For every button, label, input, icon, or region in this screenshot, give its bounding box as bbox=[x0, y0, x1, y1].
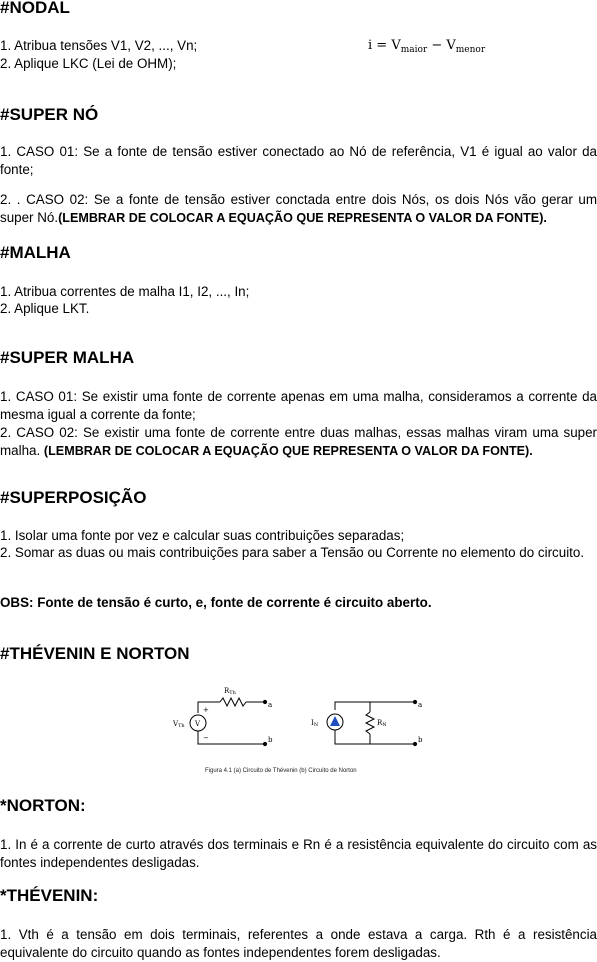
formula-lhs: i = V bbox=[368, 38, 401, 53]
heading-super-no: #SUPER NÓ bbox=[0, 105, 99, 124]
heading-nodal: #NODAL bbox=[0, 0, 70, 17]
in-sub-label: N bbox=[313, 722, 319, 728]
formula-mid: − V bbox=[427, 38, 456, 53]
terminal-a-right: a bbox=[418, 701, 423, 709]
nodal-line-2: 2. Aplique LKC (Lei de OHM); bbox=[0, 56, 177, 71]
in-label: I bbox=[311, 719, 314, 727]
svg-text:RN bbox=[377, 719, 387, 728]
norton-line-1: 1. In é a corrente de curto através dos terminais e Rn é a resistência equivalente do circuito com as fontes independentes desligadas. bbox=[0, 837, 597, 870]
heading-thevenin: *THÉVENIN: bbox=[0, 886, 99, 905]
vth-minus: − bbox=[203, 734, 209, 742]
vth-plus: + bbox=[203, 706, 209, 714]
superposicao-line-2: 2. Somar as duas ou mais contribuições para saber a Tensão ou Corrente no elemento do circuito. bbox=[0, 545, 585, 560]
super-malha-case-2-bold: (LEMBRAR DE COLOCAR A EQUAÇÃO QUE REPRESENTA O VALOR DA FONTE). bbox=[43, 444, 533, 458]
svg-text:VTh bbox=[172, 720, 185, 729]
thevenin-line-1: 1. Vth é a tensão em dois terminais, referentes a onde estava a carga. Rth é a resistência equivalente do circuito quando as fontes independentes forem desligadas. bbox=[0, 927, 597, 960]
thevenin-norton-figure bbox=[165, 680, 445, 775]
heading-malha: #MALHA bbox=[0, 243, 71, 262]
rn-sub-label: N bbox=[382, 722, 387, 728]
rn-label: R bbox=[377, 719, 383, 727]
rth-sub-label: Th bbox=[229, 690, 236, 696]
vth-sub-label: Th bbox=[178, 723, 185, 729]
heading-super-malha: #SUPER MALHA bbox=[0, 348, 135, 367]
super-malha-case-2 bbox=[0, 424, 597, 460]
heading-superposicao: #SUPERPOSIÇÃO bbox=[0, 488, 147, 507]
super-malha-case-2-text: 2. CASO 02: Se existir uma fonte de corrente entre duas malhas, essas malhas viram uma super malha. bbox=[0, 425, 597, 458]
rth-resistor bbox=[220, 698, 246, 706]
terminal-b-left: b bbox=[268, 736, 273, 744]
super-malha-case-1: 1. CASO 01: Se existir uma fonte de corrente apenas em uma malha, consideramos a corrente da mesma igual a corrente da fonte; bbox=[0, 389, 597, 422]
super-no-case-2 bbox=[0, 191, 597, 227]
in-arrow-icon bbox=[330, 716, 340, 726]
heading-norton: *NORTON: bbox=[0, 796, 86, 815]
rn-resistor bbox=[366, 712, 374, 734]
norton-circuit bbox=[327, 700, 417, 745]
super-no-case-2-bold: (LEMBRAR DE COLOCAR A EQUAÇÃO QUE REPRESENTA O VALOR DA FONTE). bbox=[58, 211, 547, 225]
superposicao-obs: OBS: Fonte de tensão é curto, e, fonte de corrente é circuito aberto. bbox=[0, 595, 432, 610]
svg-text:IN bbox=[311, 719, 319, 728]
super-no-case-1: 1. CASO 01: Se a fonte de tensão estiver conectado ao Nó de referência, V1 é igual ao valor da fonte; bbox=[0, 144, 597, 177]
formula-sub-maior: maior bbox=[400, 45, 428, 55]
svg-text:RTh bbox=[224, 687, 237, 696]
superposicao-line-1: 1. Isolar uma fonte por vez e calcular suas contribuições separadas; bbox=[0, 528, 405, 543]
malha-line-1: 1. Atribua correntes de malha I1, I2, ..., In; bbox=[0, 284, 250, 299]
nodal-formula bbox=[368, 38, 485, 55]
super-no-case-2-text: 2. . CASO 02: Se a fonte de tensão estiver conctada entre dois Nós, os dois Nós vão gerar um super Nó. bbox=[0, 192, 597, 225]
heading-thevenin-norton: #THÉVENIN E NORTON bbox=[0, 644, 190, 663]
vth-label: V bbox=[173, 720, 179, 728]
vth-v-glyph: V bbox=[195, 720, 201, 728]
malha-line-2: 2. Aplique LKT. bbox=[0, 301, 90, 316]
thevenin-circuit bbox=[190, 698, 267, 746]
figure-caption: Figura 4.1 (a) Circuito de Thévenin (b) Circuito de Norton bbox=[205, 768, 357, 774]
terminal-a-left: a bbox=[268, 701, 273, 709]
rth-label: R bbox=[224, 687, 230, 695]
nodal-line-1: 1. Atribua tensões V1, V2, ..., Vn; bbox=[0, 38, 198, 53]
terminal-b-right: b bbox=[418, 736, 423, 744]
formula-sub-menor: menor bbox=[455, 45, 486, 55]
